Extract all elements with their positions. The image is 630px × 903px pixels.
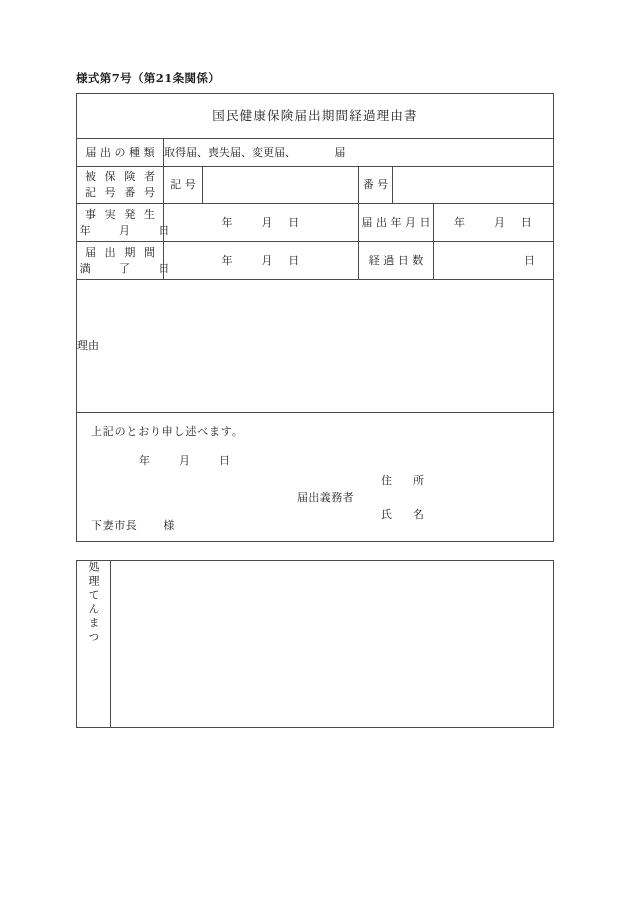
label-elapsed-days: 経 過 日 数 <box>359 242 434 280</box>
elapsed-days-unit: 日 <box>524 253 536 267</box>
addressee-mayor: 下妻市長 <box>91 519 138 532</box>
label-deadline-line2: 満 了 日 <box>79 261 172 275</box>
table-row-event-date <box>77 204 554 242</box>
table-row-title <box>77 94 554 139</box>
label-notification-kind: 届 出 の 種 類 <box>77 139 164 167</box>
event-date-year: 年 <box>221 215 233 229</box>
label-event-date <box>77 204 172 242</box>
label-deadline-line1: 届 出 期 間 <box>84 245 158 259</box>
table-row-deadline <box>77 242 554 280</box>
deadline-month: 月 <box>261 253 273 267</box>
reason-field[interactable] <box>77 280 554 413</box>
processing-table <box>76 560 554 728</box>
table-row-declaration <box>77 413 554 542</box>
declaration-block <box>77 413 554 542</box>
deadline-day: 日 <box>288 253 300 267</box>
processing-notes-field[interactable] <box>111 561 554 728</box>
input-number-value[interactable] <box>393 167 554 204</box>
declaration-statement: 上記のとおり申し述べます。 <box>91 425 244 438</box>
processing-label-vertical-text: 処理てんまつ <box>87 561 100 645</box>
deadline-year: 年 <box>221 253 233 267</box>
label-number: 番 号 <box>359 167 393 204</box>
label-insured-number <box>77 167 164 204</box>
addressee-honorific: 様 <box>163 519 176 532</box>
main-form-table <box>76 93 554 542</box>
label-symbol: 記 号 <box>164 167 203 204</box>
table-row-reason <box>77 280 554 413</box>
event-date-day: 日 <box>288 215 300 229</box>
form-number-caption: 様式第7号（第21条関係） <box>76 71 221 85</box>
value-notification-kind[interactable]: 取得届、喪失届、変更届、 届 <box>164 139 554 167</box>
label-obligor: 届出義務者 <box>297 491 354 504</box>
table-row-processing <box>77 561 554 728</box>
event-date-month: 月 <box>261 215 273 229</box>
input-deadline-date[interactable] <box>164 242 359 280</box>
label-deadline <box>77 242 172 280</box>
label-address: 住 所 <box>381 474 429 487</box>
label-event-date-line1: 事 実 発 生 <box>84 207 158 221</box>
input-symbol-value[interactable] <box>203 167 359 204</box>
label-insured-number-line1: 被 保 険 者 <box>84 170 158 184</box>
notify-date-month: 月 <box>494 215 506 229</box>
input-elapsed-days[interactable] <box>434 242 554 280</box>
label-name: 氏 名 <box>381 508 429 521</box>
label-reason: 理由 <box>77 339 99 353</box>
declaration-date-day: 日 <box>219 454 231 467</box>
label-processing-details <box>77 561 111 728</box>
label-insured-number-line2: 記 号 番 号 <box>84 186 158 199</box>
declaration-date-month: 月 <box>179 454 191 467</box>
input-notify-date[interactable] <box>434 204 554 242</box>
form-title: 国民健康保険届出期間経過理由書 <box>77 94 554 139</box>
input-event-date[interactable] <box>164 204 359 242</box>
addressee-line <box>91 518 175 534</box>
table-row-insured-number <box>77 167 554 204</box>
notify-date-day: 日 <box>520 215 533 229</box>
declaration-date[interactable] <box>139 453 231 469</box>
notify-date-year: 年 <box>454 215 466 229</box>
label-notify-date: 届 出 年 月 日 <box>359 204 434 242</box>
label-event-date-line2: 年 月 日 <box>79 223 172 237</box>
declaration-date-year: 年 <box>139 454 151 467</box>
table-row-notification-kind <box>77 139 554 167</box>
